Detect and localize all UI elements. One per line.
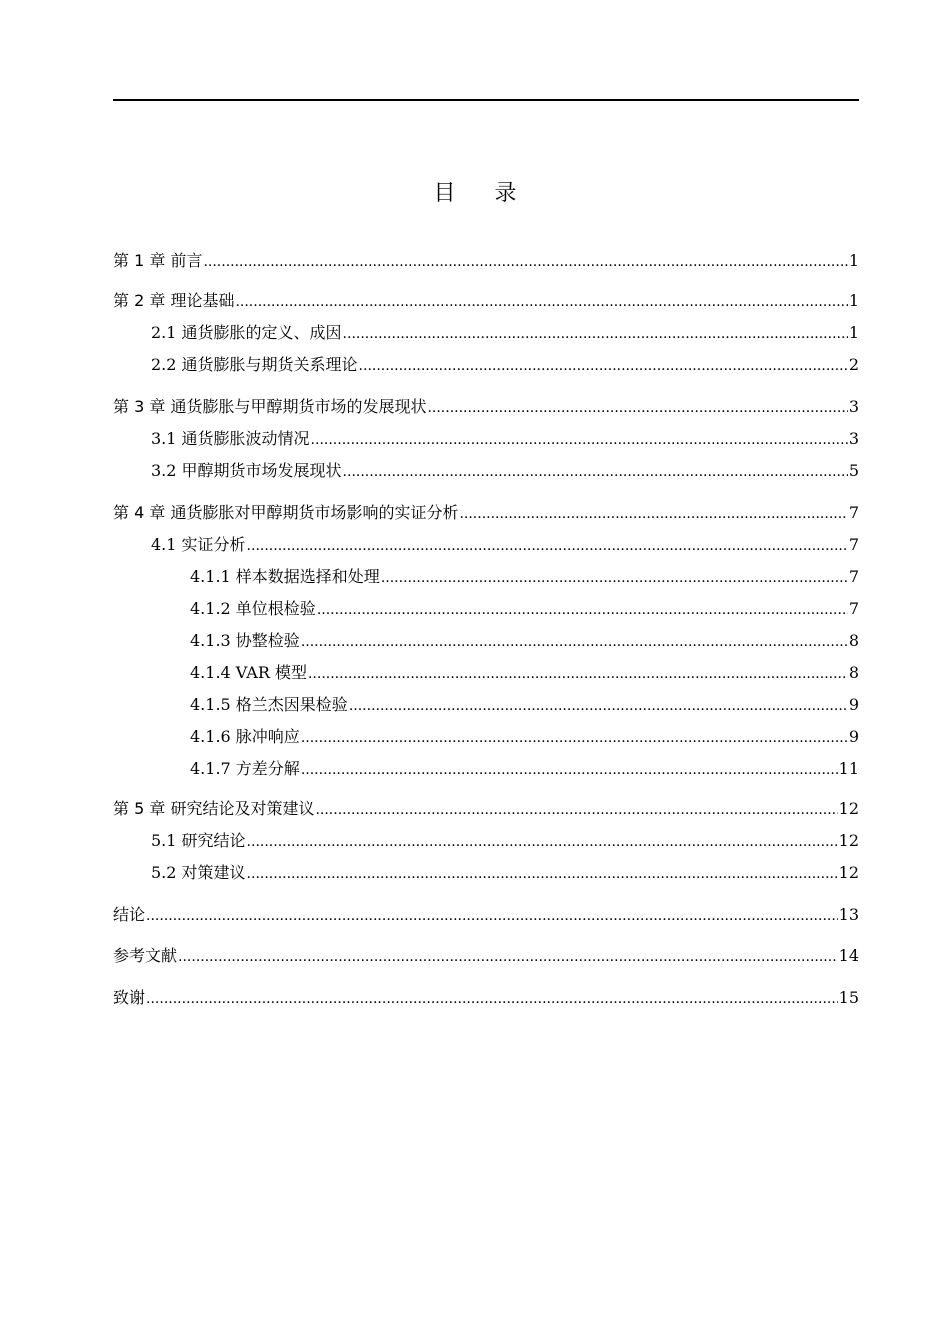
toc-entry[interactable] (190, 566, 859, 589)
toc-entry[interactable] (151, 322, 859, 345)
toc-entry-label: 4.1.1 样本数据选择和处理 (190, 567, 380, 586)
toc-leader (381, 566, 848, 589)
toc-entry-page: 7 (848, 503, 859, 522)
toc-entry-page: 1 (848, 323, 859, 342)
toc-entry[interactable] (151, 460, 859, 483)
toc-entry-page: 2 (848, 355, 859, 374)
toc-leader (427, 396, 847, 419)
toc-entry[interactable] (151, 830, 859, 853)
toc-entry[interactable] (151, 534, 859, 557)
toc-entry[interactable] (190, 694, 859, 717)
toc-leader (315, 798, 837, 821)
toc-leader (317, 598, 848, 621)
toc-entry-label: 4.1.6 脉冲响应 (190, 727, 300, 746)
toc-entry-page: 12 (838, 863, 859, 882)
toc-entry[interactable] (113, 987, 859, 1010)
toc-leader (349, 694, 848, 717)
toc-leader (301, 726, 848, 749)
toc-entry-label: 参考文献 (113, 946, 178, 965)
toc-leader (308, 662, 848, 685)
toc-leader (301, 630, 848, 653)
toc-entry-page: 9 (848, 695, 859, 714)
toc-entry-label: 第 4 章 通货膨胀对甲醇期货市场影响的实证分析 (113, 503, 459, 522)
toc-leader (203, 250, 847, 273)
toc-entry[interactable] (113, 290, 859, 313)
toc-entry-label: 第 5 章 研究结论及对策建议 (113, 799, 315, 818)
toc-entry-label: 4.1.7 方差分解 (190, 759, 300, 778)
toc-entry-label: 5.2 对策建议 (151, 863, 246, 882)
toc-entry-page: 3 (848, 429, 859, 448)
toc-entry[interactable] (113, 904, 859, 927)
toc-entry-page: 14 (838, 946, 859, 965)
toc-entry-page: 11 (838, 759, 859, 778)
toc-entry-label: 第 1 章 前言 (113, 251, 203, 270)
header-rule (113, 99, 859, 101)
toc-entry[interactable] (190, 758, 859, 781)
toc-leader (178, 945, 838, 968)
toc-entry-page: 12 (838, 831, 859, 850)
toc-leader (311, 428, 848, 451)
toc-entry-label: 5.1 研究结论 (151, 831, 246, 850)
toc-entry[interactable] (113, 502, 859, 525)
toc-leader (459, 502, 847, 525)
toc-leader (146, 987, 838, 1010)
toc-entry-page: 8 (848, 631, 859, 650)
toc-entry[interactable] (113, 945, 859, 968)
toc-entry-page: 1 (848, 251, 859, 270)
toc-entry-label: 第 3 章 通货膨胀与甲醇期货市场的发展现状 (113, 397, 427, 416)
toc-leader (247, 830, 838, 853)
toc-entry-page: 7 (848, 599, 859, 618)
toc-entry-label: 3.1 通货膨胀波动情况 (151, 429, 310, 448)
toc-entry-page: 9 (848, 727, 859, 746)
toc-entry[interactable] (190, 598, 859, 621)
toc-entry-page: 8 (848, 663, 859, 682)
toc-entry-label: 2.2 通货膨胀与期货关系理论 (151, 355, 358, 374)
toc-entry-page: 1 (848, 291, 859, 310)
toc-entry[interactable] (190, 662, 859, 685)
toc-entry-label: 第 2 章 理论基础 (113, 291, 235, 310)
toc-entry[interactable] (151, 862, 859, 885)
toc-entry-label: 结论 (113, 905, 146, 924)
toc-entry-page: 13 (838, 905, 859, 924)
toc-entry[interactable] (190, 630, 859, 653)
toc-leader (301, 758, 838, 781)
toc-leader (359, 354, 848, 377)
toc-entry-label: 2.1 通货膨胀的定义、成因 (151, 323, 342, 342)
toc-leader (343, 460, 848, 483)
toc-entry-page: 5 (848, 461, 859, 480)
toc-entry-page: 3 (848, 397, 859, 416)
toc-entry-label: 4.1.2 单位根检验 (190, 599, 316, 618)
toc-entry-page: 15 (838, 988, 859, 1007)
toc-entry-page: 12 (838, 799, 859, 818)
toc-leader (343, 322, 848, 345)
toc-entry-page: 7 (848, 535, 859, 554)
toc-entry-label: 致谢 (113, 988, 146, 1007)
toc-entry[interactable] (151, 428, 859, 451)
toc-entry[interactable] (113, 798, 859, 821)
toc-entry-label: 4.1.5 格兰杰因果检验 (190, 695, 348, 714)
toc-leader (235, 290, 847, 313)
toc-entry[interactable] (113, 396, 859, 419)
toc-entry-label: 4.1.3 协整检验 (190, 631, 300, 650)
toc-entry-label: 4.1 实证分析 (151, 535, 246, 554)
toc-entry[interactable] (151, 354, 859, 377)
page-title: 目 录 (433, 181, 533, 206)
toc-leader (247, 534, 848, 557)
toc-leader (247, 862, 838, 885)
toc-entry-page: 7 (848, 567, 859, 586)
toc-entry[interactable] (190, 726, 859, 749)
toc-entry-label: 4.1.4 VAR 模型 (190, 663, 307, 682)
toc-entry-label: 3.2 甲醇期货市场发展现状 (151, 461, 342, 480)
toc-entry[interactable] (113, 250, 859, 273)
toc-leader (146, 904, 838, 927)
